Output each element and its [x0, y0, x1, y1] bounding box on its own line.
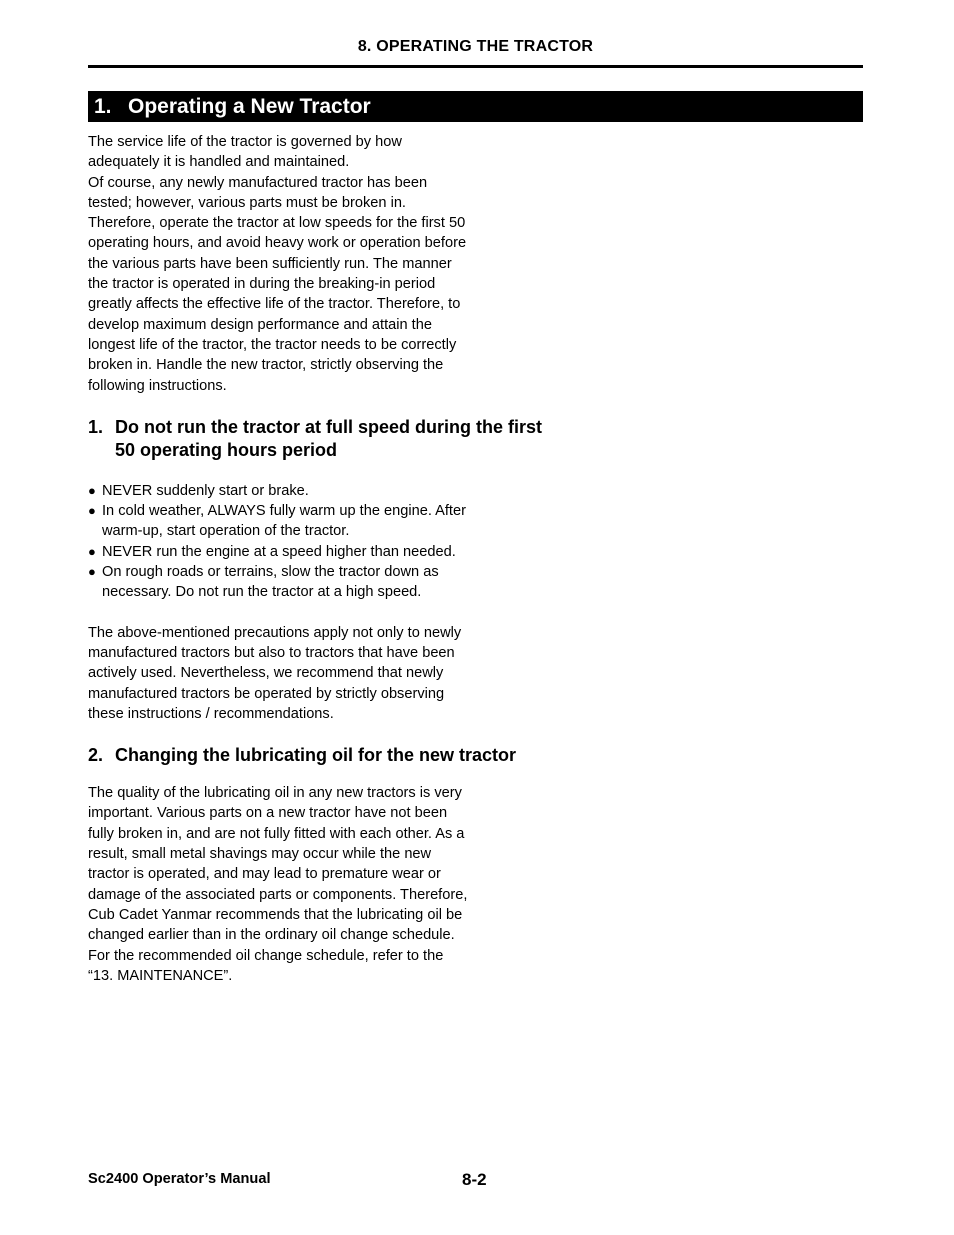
bullet-dot-icon: ● — [88, 543, 96, 559]
list-item — [88, 481, 468, 501]
list-item-text: On rough roads or terrains, slow the tractor down as necessary. Do not run the tractor at a high speed. — [102, 564, 439, 601]
bullet-dot-icon: ● — [88, 503, 96, 519]
bullet-dot-icon: ● — [88, 564, 96, 580]
list-item — [88, 501, 468, 542]
subsection-title: Do not run the tractor at full speed during the first 50 operating hours period — [115, 416, 543, 460]
subsection-number: 1. — [88, 416, 104, 437]
bullet-dot-icon: ● — [88, 482, 96, 498]
section-banner — [88, 91, 863, 122]
intro-paragraph: The service life of the tractor is governed by how adequately it is handled and maintained. — [88, 134, 402, 171]
section-title: Operating a New Tractor — [128, 95, 371, 118]
list-item-text: In cold weather, ALWAYS fully warm up the engine. After warm-up, start operation of the tractor. — [102, 503, 466, 540]
section-number: 1. — [94, 95, 112, 118]
header-rule — [88, 65, 863, 68]
list-item-text: NEVER run the engine at a speed higher than needed. — [102, 543, 456, 560]
list-item-text: NEVER suddenly start or brake. — [102, 482, 309, 499]
oil-paragraph: For the recommended oil change schedule, refer to the “13. MAINTENANCE”. — [88, 947, 444, 984]
oil-paragraph: The quality of the lubricating oil in any new tractors is very important. Various parts on a new tractor have not been fully broken in, and are not fully fitted with each other. As a result, small metal shavings may occur while the new tractor is operated, and may lead to premature wear or damage of the associated parts or components. Therefore, Cub Cadet Yanmar recommends that the lubricating oil be changed earlier than in the ordinary oil change schedule. — [88, 785, 468, 944]
list-item — [88, 562, 468, 603]
subsection-heading — [88, 416, 548, 462]
chapter-header: 8. OPERATING THE TRACTOR — [357, 38, 594, 55]
manual-title: Sc2400 Operator’s Manual — [88, 1171, 271, 1187]
subsection-number: 2. — [88, 745, 104, 766]
list-item — [88, 542, 468, 562]
precautions-note: The above-mentioned precautions apply not only to newly manufactured tractors but also to tractors that have been actively used. Nevertheless, we recommend that newly manufactured tractors be operated by strictly observing these instructions / recommendations. — [88, 624, 462, 722]
subsection-heading — [88, 744, 548, 767]
intro-paragraph: Of course, any newly manufactured tractor has been tested; however, various parts must be broken in. Therefore, operate the tractor at low speeds for the first 50 operating hours, and avoid heavy work or operation before the various parts have been sufficiently run. The manner the tractor is operated in during the breaking-in period greatly affects the effective life of the tractor. Therefore, to develop maximum design performance and attain the longest life of the tractor, the tractor needs to be correctly broken in. Handle the new tractor, strictly observing the following instructions. — [88, 174, 467, 394]
subsection-title: Changing the lubricating oil for the new tractor — [115, 745, 517, 766]
page-number: 8-2 — [462, 1170, 487, 1189]
main-content — [88, 132, 543, 986]
precautions-list — [88, 481, 468, 603]
